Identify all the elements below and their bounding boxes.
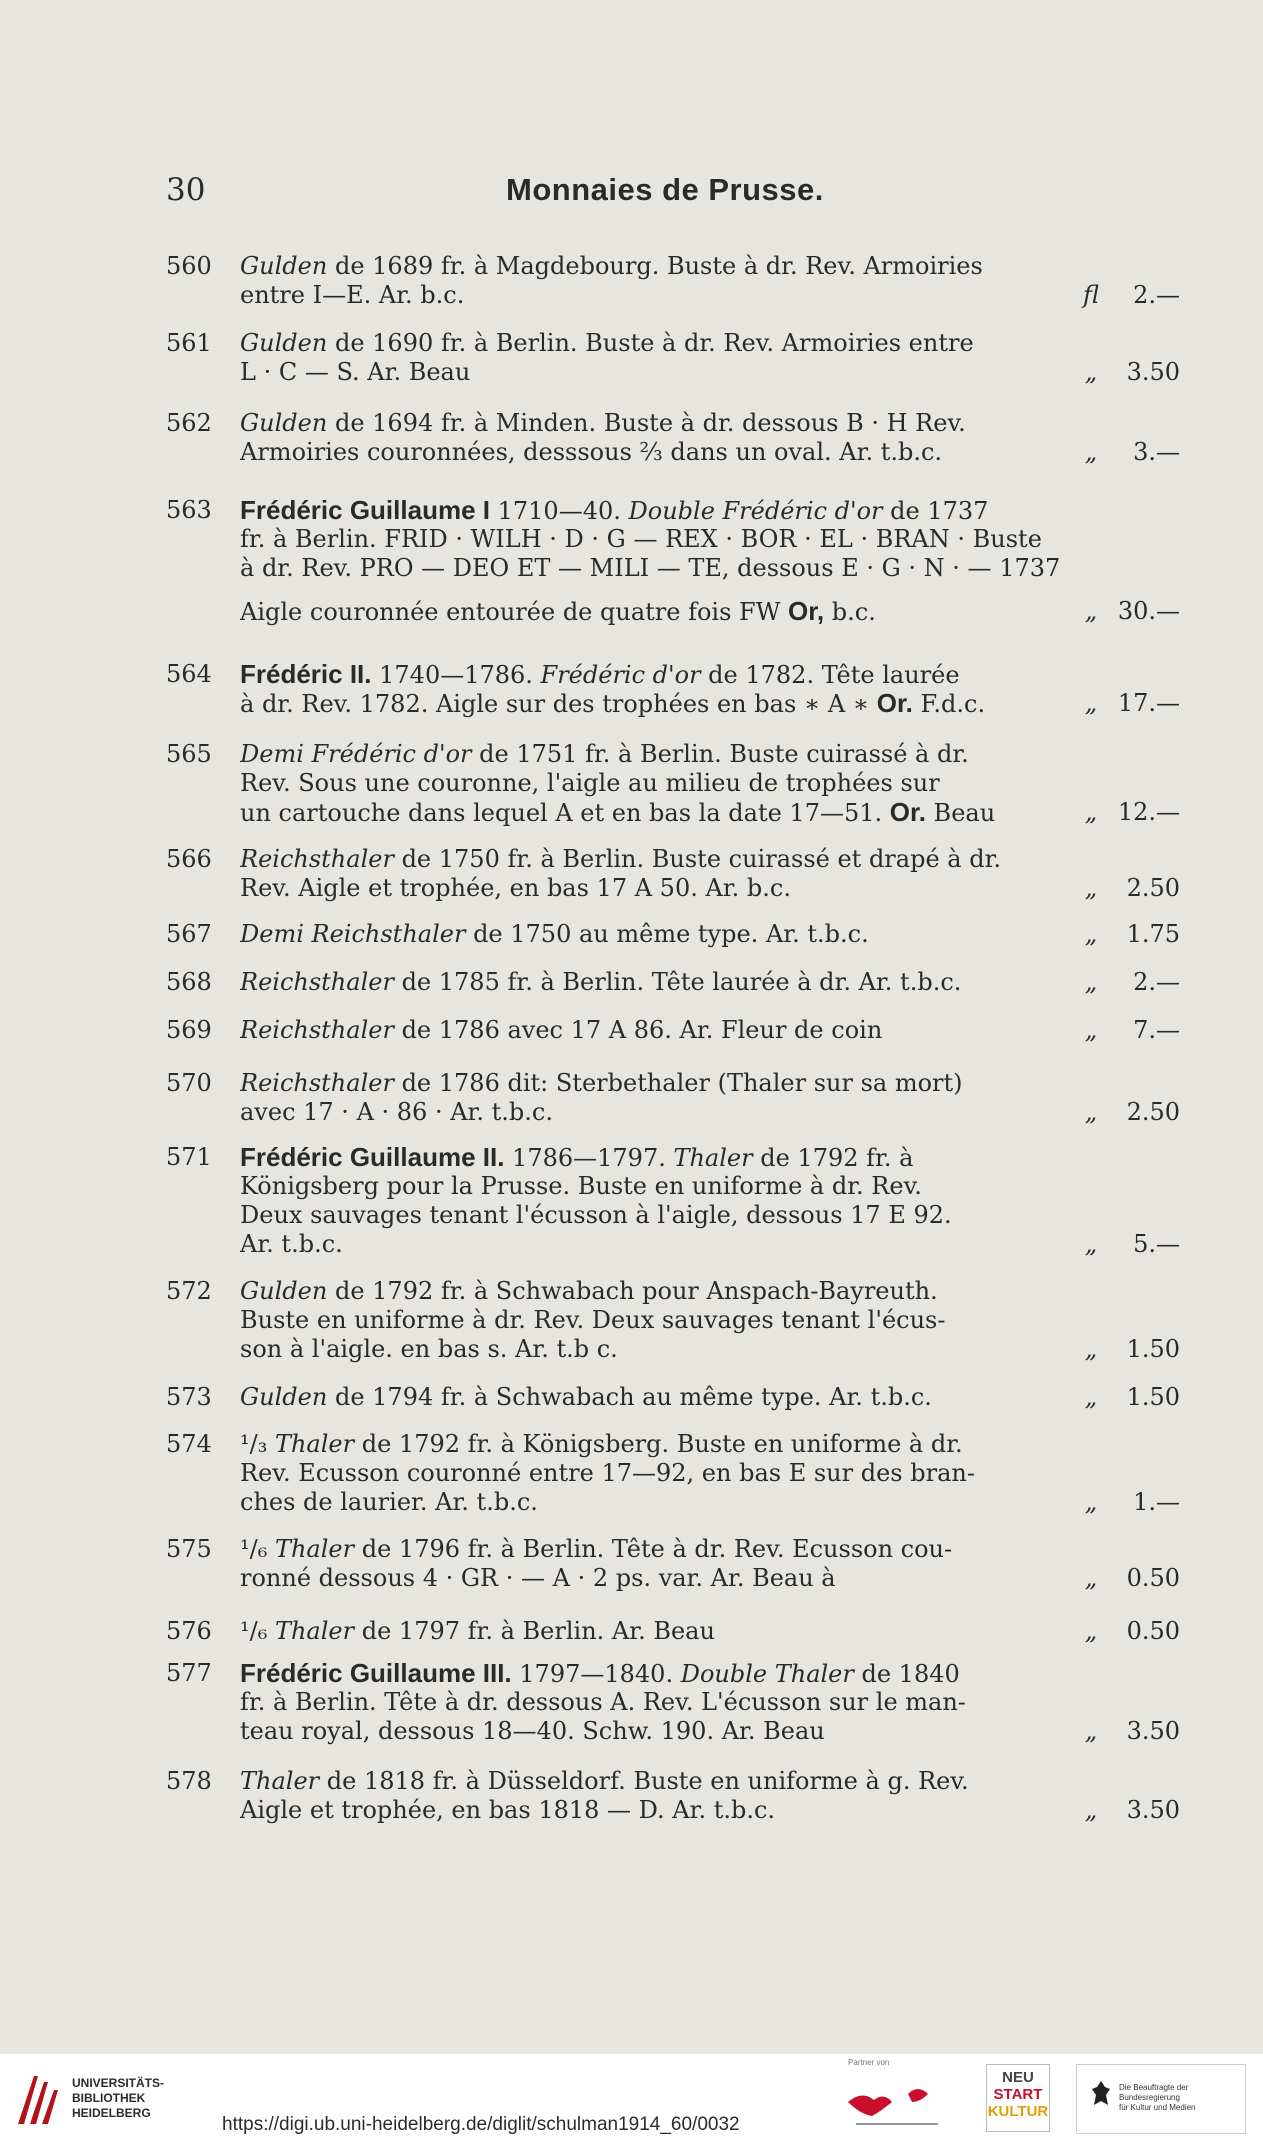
description-line (240, 874, 791, 903)
description-text: Beau (925, 799, 996, 827)
coin-denomination: Reichsthaler (240, 968, 394, 996)
description-line (240, 689, 985, 719)
coin-denomination: Gulden (240, 329, 328, 357)
description-text: à dr. Rev. 1782. Aigle sur des trophées en bas ∗ A ∗ (240, 690, 877, 718)
entry-number: 567 (166, 920, 212, 948)
description-line (240, 1659, 960, 1689)
currency-mark: „ (1084, 874, 1098, 902)
description-text: de 1694 fr. à Minden. Buste à dr. dessous B · H Rev. (327, 409, 966, 437)
description-line (240, 525, 1042, 554)
description-text: Ar. t.b.c. (240, 1230, 343, 1258)
entry-number: 570 (166, 1069, 212, 1097)
description-line (240, 438, 942, 467)
entry-price: 1.75 (1126, 920, 1180, 948)
entry-number: 564 (166, 660, 212, 688)
description-text: Aigle et trophée, en bas 1818 — D. Ar. t.b.c. (240, 1796, 776, 1824)
description-line (240, 1172, 922, 1201)
page-number: 30 (166, 172, 206, 208)
description-text: Aigle couronnée entourée de quatre fois FW (240, 598, 788, 626)
federal-eagle-icon (1091, 2079, 1111, 2109)
description-text: F.d.c. (912, 690, 986, 718)
page-title: Monnaies de Prusse. (506, 172, 824, 207)
entry-price: 3.50 (1126, 1717, 1180, 1745)
description-text: de 1750 fr. à Berlin. Buste cuirassé et drapé à dr. (393, 845, 1002, 873)
currency-mark: „ (1084, 1564, 1098, 1592)
ruler-name: Frédéric Guillaume III. (240, 1659, 512, 1688)
coin-denomination: Thaler (274, 1617, 355, 1645)
currency-mark: „ (1084, 1717, 1098, 1745)
coin-denomination: Gulden (240, 252, 328, 280)
coin-denomination: Double Frédéric d'or (628, 497, 883, 525)
entry-number: 561 (166, 329, 212, 357)
federal-culture-commissioner-logo (1076, 2064, 1246, 2134)
description-line (240, 409, 966, 438)
entry-number: 573 (166, 1383, 212, 1411)
description-line (240, 1230, 343, 1259)
entry-number: 575 (166, 1535, 212, 1563)
page-header (166, 172, 1066, 222)
description-text: Armoiries couronnées, desssous ⅔ dans un oval. Ar. t.b.c. (240, 438, 943, 466)
description-text: de 1750 au même type. Ar. t.b.c. (465, 920, 869, 948)
currency-mark: „ (1084, 1230, 1098, 1258)
entry-number: 566 (166, 845, 212, 873)
description-line (240, 1717, 825, 1746)
entry-price: 1.— (1133, 1488, 1180, 1516)
description-text: de 1796 fr. à Berlin. Tête à dr. Rev. Ecusson cou- (354, 1535, 953, 1563)
currency-mark: „ (1084, 358, 1098, 386)
entry-price: 0.50 (1126, 1617, 1180, 1645)
currency-mark: „ (1084, 1098, 1098, 1126)
currency-mark: „ (1084, 597, 1098, 625)
deutsche-digitale-bibliothek-logo-icon (846, 2072, 946, 2132)
description-text: Deux sauvages tenant l'écusson à l'aigle, dessous 17 E 92. (240, 1201, 952, 1229)
entry-price: 17.— (1117, 689, 1180, 717)
description-line (240, 597, 876, 627)
entry-number: 576 (166, 1617, 212, 1645)
entry-number: 569 (166, 1016, 212, 1044)
description-text: à dr. Rev. PRO — DEO ET — MILI — TE, dessous E · G · N · — 1737 (240, 554, 1061, 582)
currency-mark: „ (1084, 1488, 1098, 1516)
coin-denomination: Thaler (274, 1535, 355, 1563)
coin-denomination: Gulden (240, 409, 328, 437)
coin-denomination: Thaler (274, 1430, 355, 1458)
entry-number: 568 (166, 968, 212, 996)
description-line (240, 1617, 715, 1646)
description-line (240, 740, 969, 769)
description-line (240, 1688, 966, 1717)
entry-number: 560 (166, 252, 212, 280)
ruler-name: Or. (889, 798, 926, 827)
entry-price: 12.— (1117, 798, 1180, 826)
description-line (240, 798, 995, 828)
description-text: 1786—1797. (504, 1144, 674, 1172)
ruler-name: Frédéric Guillaume I (240, 496, 490, 525)
currency-mark: „ (1084, 1335, 1098, 1363)
description-text: de 1782. Tête laurée (700, 661, 960, 689)
currency-mark: „ (1084, 438, 1098, 466)
description-line (240, 1383, 932, 1412)
description-line (240, 1306, 945, 1335)
description-line (240, 329, 974, 358)
description-text: un cartouche dans lequel A et en bas la date 17—51. (240, 799, 890, 827)
entry-price: 30.— (1117, 597, 1180, 625)
description-text: son à l'aigle. en bas s. Ar. t.b c. (240, 1335, 618, 1363)
description-line (240, 1430, 963, 1459)
description-line (240, 660, 960, 690)
description-text: de 1737 (882, 497, 989, 525)
description-text: de 1797 fr. à Berlin. Ar. Beau (354, 1617, 715, 1645)
description-line (240, 769, 940, 798)
university-library-logo-icon (14, 2072, 62, 2128)
partner-label: Partner von (848, 2058, 890, 2067)
description-text: de 1792 fr. à (752, 1144, 914, 1172)
description-text: de 1818 fr. à Düsseldorf. Buste en uniforme à g. Rev. (319, 1767, 969, 1795)
description-line (240, 554, 1060, 583)
entry-number: 578 (166, 1767, 212, 1795)
entry-price: 5.— (1133, 1230, 1180, 1258)
entry-number: 574 (166, 1430, 212, 1458)
description-text: Rev. Ecusson couronné entre 17—92, en bas E sur des bran- (240, 1459, 975, 1487)
description-text: Königsberg pour la Prusse. Buste en uniforme à dr. Rev. (240, 1172, 922, 1200)
entry-price: 3.50 (1126, 1796, 1180, 1824)
description-text: de 1786 dit: Sterbethaler (Thaler sur sa mort) (393, 1069, 963, 1097)
currency-mark: „ (1084, 968, 1098, 996)
description-line (240, 920, 869, 949)
entry-price: 1.50 (1126, 1335, 1180, 1363)
description-text: de 1792 fr. à Schwabach pour Anspach-Bayreuth. (327, 1277, 938, 1305)
currency-mark: „ (1084, 1383, 1098, 1411)
currency-mark: fl (1082, 281, 1099, 309)
description-text: L · C — S. Ar. Beau (240, 358, 471, 386)
description-line (240, 358, 470, 387)
description-line (240, 1335, 618, 1364)
description-line (240, 1796, 775, 1825)
entry-price: 3.— (1133, 438, 1180, 466)
description-text: de 1794 fr. à Schwabach au même type. Ar. t.b.c. (327, 1383, 932, 1411)
entry-price: 1.50 (1126, 1383, 1180, 1411)
coin-denomination: Thaler (240, 1767, 320, 1795)
description-text: de 1689 fr. à Magdebourg. Buste à dr. Rev. Armoiries (327, 252, 983, 280)
description-text: ¹/₆ (240, 1617, 275, 1645)
description-text: entre I—E. Ar. b.c. (240, 281, 465, 309)
description-text: ronné dessous 4 · GR · — A · 2 ps. var. Ar. Beau à (240, 1564, 836, 1592)
description-line (240, 1535, 952, 1564)
ruler-name: Frédéric Guillaume II. (240, 1143, 505, 1172)
entry-price: 7.— (1133, 1016, 1180, 1044)
currency-mark: „ (1084, 1617, 1098, 1645)
entry-number: 565 (166, 740, 212, 768)
description-line (240, 1767, 969, 1796)
currency-mark: „ (1084, 798, 1098, 826)
coin-denomination: Reichsthaler (240, 845, 394, 873)
currency-mark: „ (1084, 1796, 1098, 1824)
entry-price: 2.— (1133, 968, 1180, 996)
ruler-name: Or, (788, 597, 825, 626)
description-text: fr. à Berlin. FRID · WILH · D · G — REX · BOR · EL · BRAN · Buste (240, 525, 1042, 553)
description-line (240, 1016, 882, 1045)
description-text: fr. à Berlin. Tête à dr. dessous A. Rev. L'écusson sur le man- (240, 1688, 966, 1716)
coin-denomination: Demi Reichsthaler (240, 920, 466, 948)
university-library-name: UNIVERSITÄTS- BIBLIOTHEK HEIDELBERG (72, 2076, 165, 2120)
description-line (240, 1143, 913, 1173)
currency-mark: „ (1084, 920, 1098, 948)
federal-culture-commissioner-text: Die Beauftragte der Bundesregierung für Kultur und Medien (1119, 2083, 1196, 2112)
description-text: de 1785 fr. à Berlin. Tête laurée à dr. Ar. t.b.c. (393, 968, 962, 996)
entry-number: 571 (166, 1143, 212, 1171)
entry-number: 572 (166, 1277, 212, 1305)
description-text: de 1751 fr. à Berlin. Buste cuirassé à dr. (471, 740, 969, 768)
entry-number: 562 (166, 409, 212, 437)
description-text: teau royal, dessous 18—40. Schw. 190. Ar. Beau (240, 1717, 825, 1745)
coin-denomination: Gulden (240, 1277, 328, 1305)
footer-bar (0, 2054, 1263, 2144)
description-text: 1740—1786. (371, 661, 541, 689)
description-text: de 1840 (853, 1660, 960, 1688)
description-text: 1710—40. (489, 497, 629, 525)
currency-mark: „ (1084, 689, 1098, 717)
description-text: de 1690 fr. à Berlin. Buste à dr. Rev. Armoiries entre (327, 329, 974, 357)
description-line (240, 496, 988, 526)
coin-denomination: Reichsthaler (240, 1069, 394, 1097)
ruler-name: Or. (876, 689, 913, 718)
coin-denomination: Thaler (673, 1144, 753, 1172)
description-text: b.c. (824, 598, 876, 626)
entry-price: 2.50 (1126, 1098, 1180, 1126)
description-text: Buste en uniforme à dr. Rev. Deux sauvages tenant l'écus- (240, 1306, 946, 1334)
ruler-name: Frédéric II. (240, 660, 372, 689)
coin-denomination: Demi Frédéric d'or (240, 740, 472, 768)
entry-number: 563 (166, 496, 212, 524)
description-text: ¹/₃ (240, 1430, 275, 1458)
currency-mark: „ (1084, 1016, 1098, 1044)
description-line (240, 845, 1001, 874)
entry-price: 3.50 (1126, 358, 1180, 386)
description-text: de 1792 fr. à Königsberg. Buste en uniforme à dr. (354, 1430, 963, 1458)
description-text: ches de laurier. Ar. t.b.c. (240, 1488, 538, 1516)
description-line (240, 1459, 975, 1488)
coin-denomination: Frédéric d'or (540, 661, 701, 689)
description-line (240, 1098, 553, 1127)
entry-number: 577 (166, 1659, 212, 1687)
description-line (240, 1201, 952, 1230)
coin-denomination: Reichsthaler (240, 1016, 394, 1044)
description-line (240, 1069, 963, 1098)
description-line (240, 1488, 538, 1517)
entry-price: 2.— (1133, 281, 1180, 309)
document-url-link[interactable]: https://digi.ub.uni-heidelberg.de/diglit/schulman1914_60/0032 (222, 2114, 740, 2135)
coin-denomination: Gulden (240, 1383, 328, 1411)
description-text: ¹/₆ (240, 1535, 275, 1563)
coin-denomination: Double Thaler (680, 1660, 854, 1688)
description-text: avec 17 · A · 86 · Ar. t.b.c. (240, 1098, 553, 1126)
description-text: 1797—1840. (511, 1660, 681, 1688)
entry-price: 2.50 (1126, 874, 1180, 902)
description-line (240, 968, 961, 997)
description-text: de 1786 avec 17 A 86. Ar. Fleur de coin (393, 1016, 883, 1044)
neustart-kultur-logo: NEU START KULTUR (986, 2064, 1050, 2132)
description-line (240, 1277, 938, 1306)
description-text: Rev. Aigle et trophée, en bas 17 A 50. Ar. b.c. (240, 874, 791, 902)
description-line (240, 252, 983, 281)
description-line (240, 1564, 836, 1593)
description-text: Rev. Sous une couronne, l'aigle au milieu de trophées sur (240, 769, 940, 797)
description-line (240, 281, 464, 310)
entry-price: 0.50 (1126, 1564, 1180, 1592)
